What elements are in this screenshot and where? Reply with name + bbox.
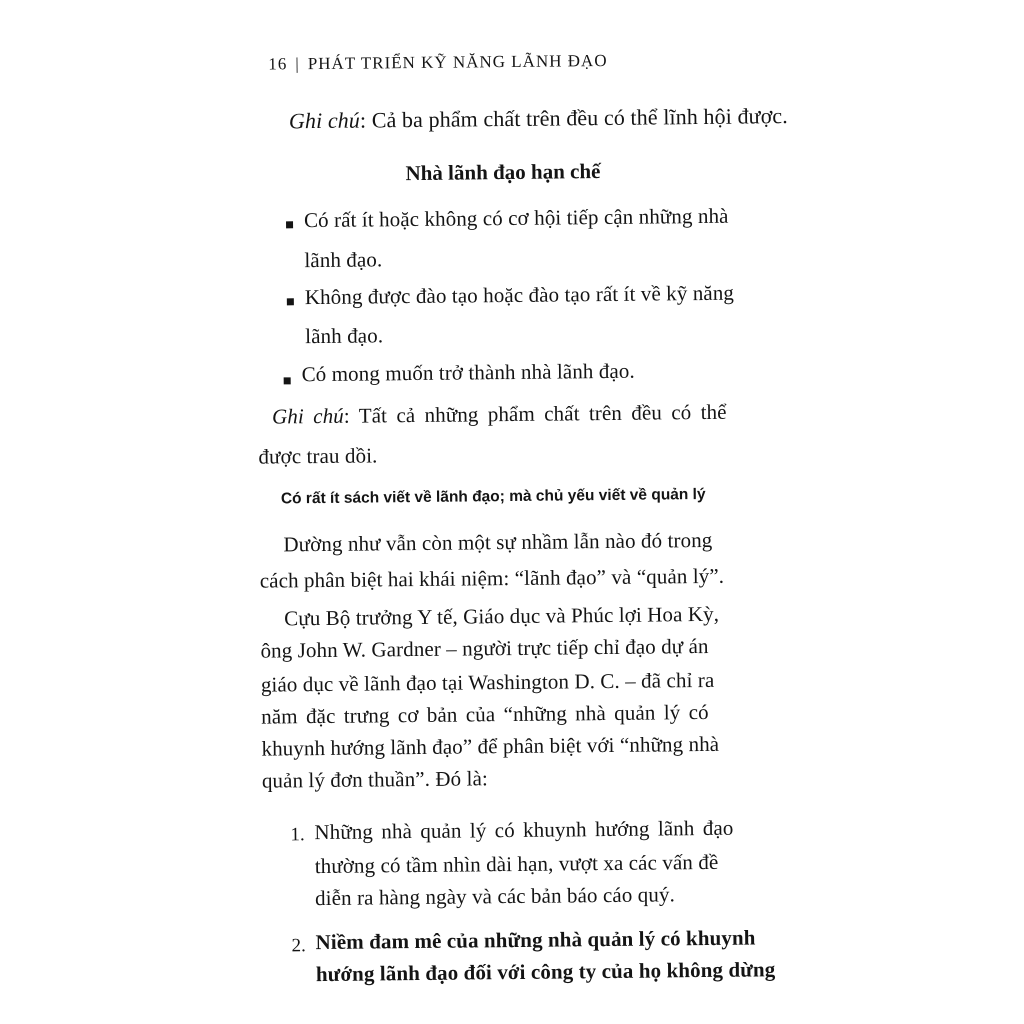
page-number: 16 [268,54,288,74]
running-header [268,51,607,75]
bullet-1-line-1: Có rất ít hoặc không có cơ hội tiếp cận những nhà [303,203,729,233]
bullet-3-line-1: Có mong muốn trở thành nhà lãnh đạo. [301,358,635,387]
para-1-line-1: Dường như vẫn còn một sự nhầm lẫn nào đó trong [283,527,713,557]
note-2-line-1 [272,400,727,430]
list-2-line-2: hướng lãnh đạo đối với công ty của họ không dừng [315,957,776,987]
note-1-text: : Cả ba phẩm chất trên đều có thể lĩnh hội được. [359,103,788,133]
list-number-2: 2. [291,935,306,957]
bullet-square-icon [287,298,294,305]
bullet-2-line-1: Không được đào tạo hoặc đào tạo rất ít về kỹ năng [304,280,735,310]
list-1-line-2: thường có tầm nhìn dài hạn, vượt xa các vấn đề [314,849,719,879]
note-2-text: : Tất cả những phẩm chất trên đều có thể [343,399,727,428]
note-1-label: Ghi chú [288,107,361,134]
para-2-line-1: Cựu Bộ trưởng Y tế, Giáo dục và Phúc lợi Hoa Kỳ, [284,601,720,631]
para-2-line-4: năm đặc trưng cơ bản của “những nhà quản lý có [261,699,709,729]
para-2-line-5: khuynh hướng lãnh đạo” để phân biệt với “những nhà [261,731,720,761]
header-separator: | [295,54,300,74]
bullet-square-icon [284,377,291,384]
note-2-line-2: được trau dồi. [258,443,378,469]
para-2-line-3: giáo dục về lãnh đạo tại Washington D. C. – đã chỉ ra [260,667,715,697]
bullet-square-icon [286,221,293,228]
para-2-line-6: quản lý đơn thuần”. Đó là: [261,766,488,793]
list-2-line-1: Niềm đam mê của những nhà quản lý có khuynh [315,925,756,955]
list-1-line-3: diễn ra hàng ngày và các bản báo cáo quý. [314,882,675,911]
note-2-label: Ghi chú [271,403,344,429]
bullet-1-line-2: lãnh đạo. [304,247,383,273]
subsection-heading: Có rất ít sách viết về lãnh đạo; mà chủ yếu viết về quản lý [280,485,706,508]
section-title: Nhà lãnh đạo hạn chế [405,159,601,186]
note-1 [289,103,788,134]
list-number-1: 1. [290,824,305,846]
list-1-line-1: Những nhà quản lý có khuynh hướng lãnh đạo [314,815,734,845]
bullet-2-line-2: lãnh đạo. [305,323,384,349]
chapter-title: PHÁT TRIỂN KỸ NĂNG LÃNH ĐẠO [307,50,608,74]
para-1-line-2: cách phân biệt hai khái niệm: “lãnh đạo” và “quản lý”. [259,563,725,593]
para-2-line-2: ông John W. Gardner – người trực tiếp chỉ đạo dự án [260,633,709,663]
